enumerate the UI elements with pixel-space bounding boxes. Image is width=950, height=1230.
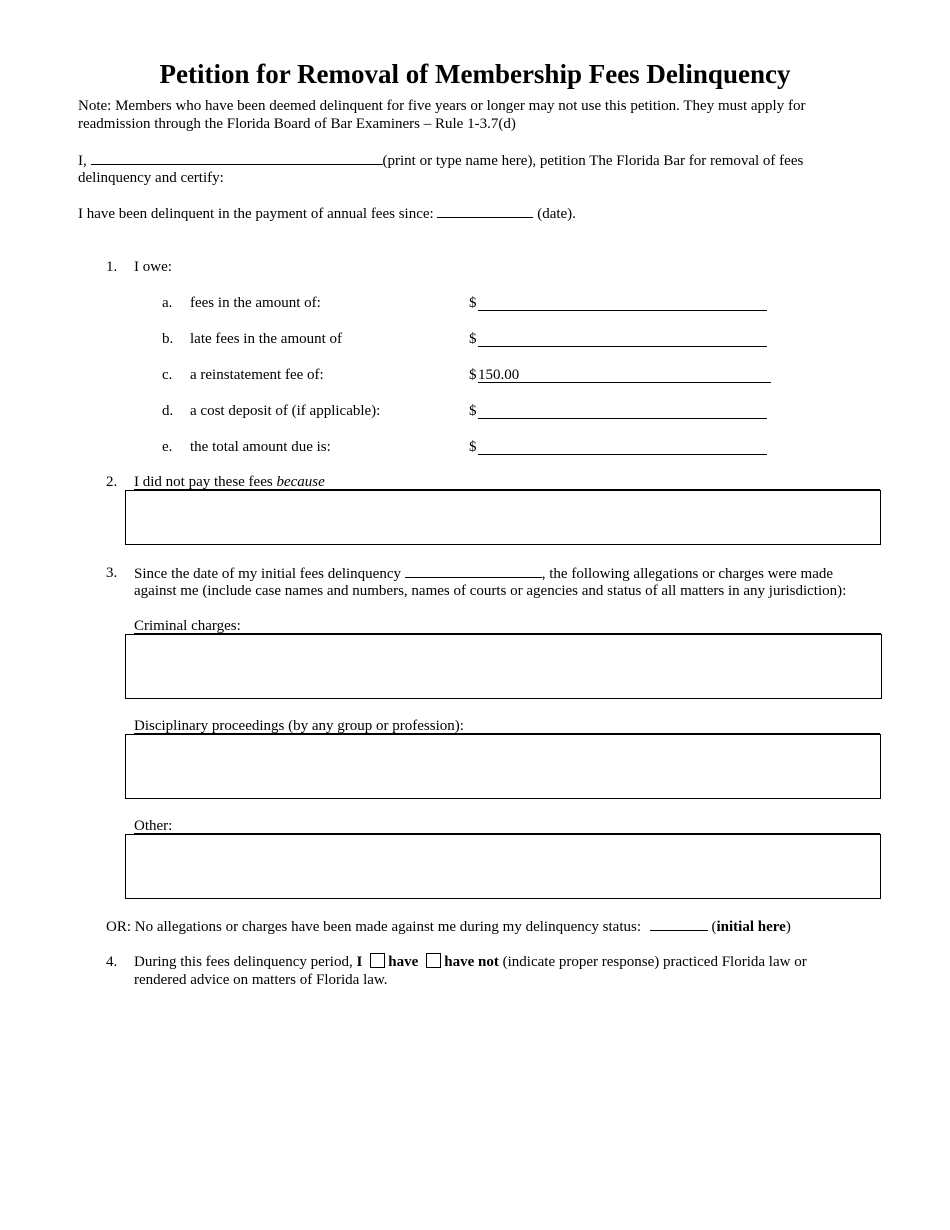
item-4-prefix: During this fees delinquency period, — [134, 954, 353, 970]
late-fees-amount-field[interactable] — [478, 330, 767, 347]
have-option-label: have — [388, 954, 419, 970]
fee-row-currency: $ — [469, 295, 477, 311]
no-allegations-text: OR: No allegations or charges have been made against me during my delinquency status: — [106, 919, 641, 935]
fee-row-letter: c. — [162, 367, 173, 383]
delinquent-since-suffix: (date). — [537, 206, 576, 222]
cost-deposit-field[interactable] — [478, 402, 767, 419]
disciplinary-proceedings-label: Disciplinary proceedings (by any group or profession): — [134, 718, 464, 734]
fee-row-label: late fees in the amount of — [190, 331, 343, 347]
delinquent-since-prefix: I have been delinquent in the payment of annual fees since: — [78, 206, 434, 222]
item-1-label: I owe: — [134, 259, 172, 275]
name-blank[interactable] — [91, 151, 383, 165]
fee-row-label: fees in the amount of: — [190, 295, 321, 311]
name-line-continued: delinquency and certify: — [78, 170, 224, 186]
item-3-number: 3. — [106, 565, 118, 581]
initial-here-blank[interactable] — [650, 917, 708, 931]
paren-close: ) — [785, 919, 791, 935]
item-2-number: 2. — [106, 474, 118, 490]
fee-row-label: the total amount due is: — [190, 439, 331, 455]
fee-row-letter: d. — [162, 403, 174, 419]
item-4-i: I — [356, 954, 363, 970]
name-suffix: (print or type name here), petition The Florida Bar for removal of fees — [382, 153, 804, 169]
item-4-line-1 — [134, 953, 807, 971]
criminal-charges-label: Criminal charges: — [134, 618, 241, 634]
name-line — [78, 151, 803, 170]
fee-row-letter: b. — [162, 331, 174, 347]
fee-row-label: a cost deposit of (if applicable): — [190, 403, 381, 419]
delinquent-since-line — [78, 204, 576, 223]
reason-not-paid-box[interactable] — [125, 490, 881, 545]
initial-delinquency-date-blank[interactable] — [405, 564, 542, 578]
paren-open: ( — [711, 919, 717, 935]
have-not-option-label: have not — [444, 954, 499, 970]
name-prefix: I, — [78, 153, 87, 169]
criminal-charges-box[interactable] — [125, 634, 882, 699]
have-not-checkbox[interactable] — [426, 953, 441, 968]
item-3-line-1 — [134, 564, 833, 583]
initial-here-label: initial here — [716, 919, 786, 935]
fee-row-currency: $ — [469, 403, 477, 419]
item-2-label-text: I did not pay these fees — [134, 474, 273, 490]
other-label: Other: — [134, 818, 173, 834]
fee-row-currency: $ — [469, 331, 477, 347]
have-checkbox[interactable] — [370, 953, 385, 968]
fee-row-currency: $ — [469, 367, 477, 383]
item-2-label-italic: because — [276, 474, 325, 490]
fee-row-label: a reinstatement fee of: — [190, 367, 324, 383]
item-3-suffix: , the following allegations or charges were made — [541, 566, 834, 582]
total-amount-field[interactable] — [478, 438, 767, 455]
disciplinary-proceedings-box[interactable] — [125, 734, 881, 799]
item-4-suffix: (indicate proper response) practiced Florida law or — [502, 954, 807, 970]
item-3-line-2: against me (include case names and numbers, names of courts or agencies and status of all matters in any jurisdiction): — [134, 583, 847, 599]
note-text: Note: Members who have been deemed delinquent for five years or longer may not use this petition. They must apply for readmission through the Florida Board of Bar Examiners – Rule 1-3.7(d) — [78, 98, 806, 132]
item-4-line-2: rendered advice on matters of Florida law. — [134, 972, 388, 988]
fee-row-letter: e. — [162, 439, 173, 455]
item-1-number: 1. — [106, 259, 118, 275]
reinstatement-fee-field[interactable]: 150.00 — [478, 366, 771, 383]
fee-row-letter: a. — [162, 295, 173, 311]
page-title: Petition for Removal of Membership Fees Delinquency — [159, 59, 791, 89]
delinquent-date-blank[interactable] — [437, 204, 533, 218]
item-3-prefix: Since the date of my initial fees delinquency — [134, 566, 401, 582]
fees-amount-field[interactable] — [478, 294, 767, 311]
fee-row-currency: $ — [469, 439, 477, 455]
no-allegations-line — [106, 917, 791, 936]
item-4-number: 4. — [106, 954, 118, 970]
other-allegations-box[interactable] — [125, 834, 881, 899]
